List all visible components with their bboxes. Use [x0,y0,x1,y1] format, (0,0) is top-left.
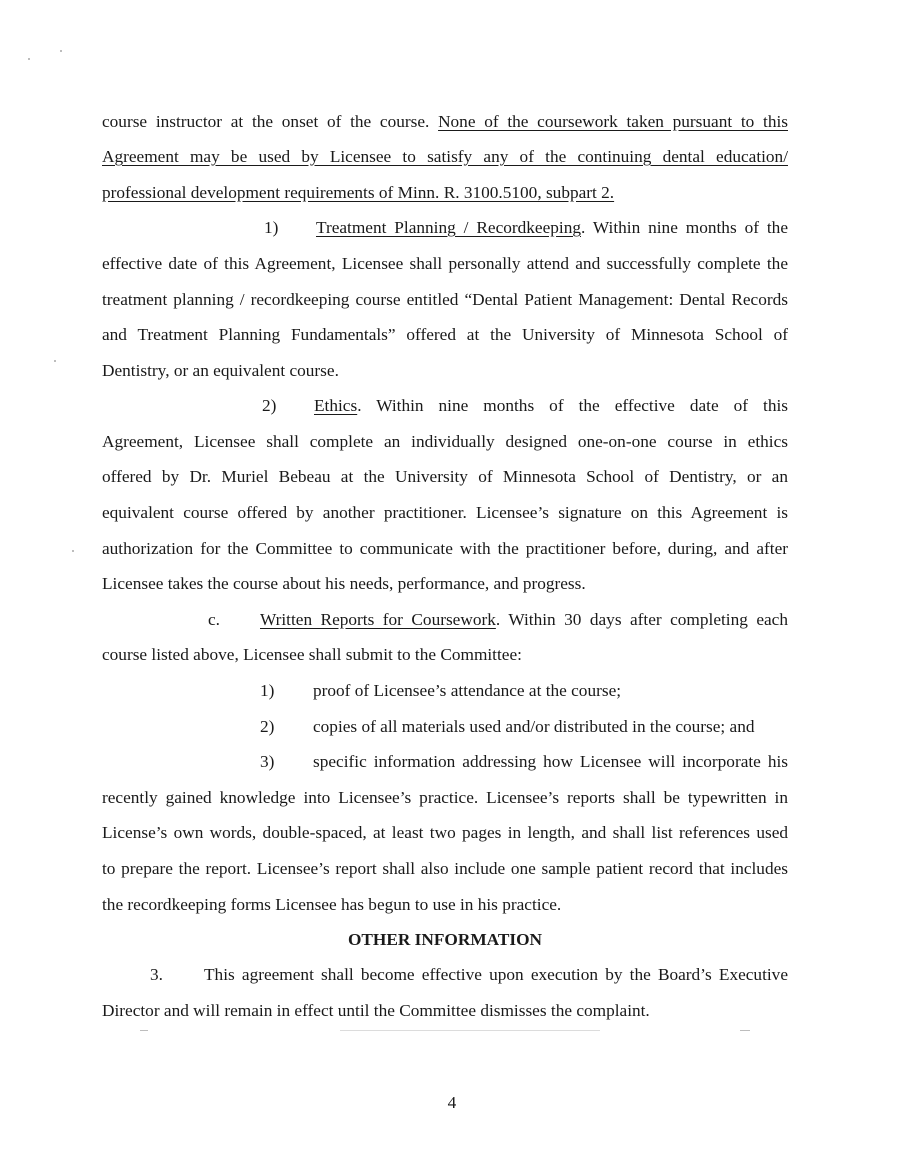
sub-item-1-text: proof of Licensee’s attendance at the course; [313,681,622,700]
sub-item-2-number: 2) [260,717,275,736]
item-2-line-6: Licensee takes the course about his needs, performance, and progress. [102,574,586,593]
scan-speck [54,360,56,362]
item-2-line-1 [314,395,788,417]
paragraph-3-line-2: Director and will remain in effect until the Committee dismisses the complaint. [102,1001,650,1020]
intro-line-3 [102,182,788,204]
paragraph-3-line-1: This agreement shall become effective upon execution by the Board’s Executive [204,965,788,984]
section-c-line-1-rest: . Within 30 days after completing each [495,610,788,629]
item-1-number: 1) [264,218,279,237]
other-information-heading: OTHER INFORMATION [347,930,543,949]
scan-speck [740,1030,750,1031]
section-c-line-1 [260,609,788,631]
item-2-line-5: authorization for the Committee to communicate with the practitioner before, during, and after [102,539,788,558]
scan-speck [72,550,74,552]
intro-line-2: Agreement may be used by Licensee to satisfy any of the continuing dental education/ [102,147,788,166]
paragraph-3-number: 3. [150,965,163,984]
sub-item-2-text: copies of all materials used and/or distributed in the course; and [313,717,755,736]
section-c-title: Written Reports for Coursework [260,610,496,629]
intro-line-3-underlined: professional development requirements of Minn. R. 3100.5100, subpart 2. [102,183,615,202]
item-1-line-5: Dentistry, or an equivalent course. [102,361,339,380]
item-2-title: Ethics [314,396,358,415]
section-c-cont-line-2: License’s own words, double-spaced, at least two pages in length, and shall list references used [102,823,788,842]
section-c-cont-line-4: the recordkeeping forms Licensee has begun to use in his practice. [102,895,562,914]
section-c-cont-line-3: to prepare the report. Licensee’s report shall also include one sample patient record that includes [102,859,788,878]
scan-speck [340,1030,600,1031]
item-2-line-3: offered by Dr. Muriel Bebeau at the University of Minnesota School of Dentistry, or an [102,467,788,486]
item-2-line-2: Agreement, Licensee shall complete an individually designed one-on-one course in ethics [102,432,788,451]
intro-line-1 [102,111,788,133]
sub-item-1-number: 1) [260,681,275,700]
item-1-title: Treatment Planning / Recordkeeping [316,218,581,237]
item-1-line-3: treatment planning / recordkeeping course entitled “Dental Patient Management: Dental Records [102,290,788,309]
item-2-line-4: equivalent course offered by another practitioner. Licensee’s signature on this Agreement is [102,503,788,522]
scan-speck [28,58,30,60]
item-1-line-1 [316,217,788,239]
item-1-line-1-rest: . Within nine months of the [580,218,788,237]
item-1-line-4: and Treatment Planning Fundamentals” offered at the University of Minnesota School of [102,325,788,344]
section-c-line-2: course listed above, Licensee shall submit to the Committee: [102,645,522,664]
intro-line-1-plain: course instructor at the onset of the course. [102,112,439,131]
item-2-line-1-rest: . Within nine months of the effective date of this [357,396,788,415]
page-number: 4 [447,1093,457,1112]
scan-speck [60,50,62,52]
section-c-cont-line-1: recently gained knowledge into Licensee’s practice. Licensee’s reports shall be typewritten in [102,788,788,807]
item-1-line-2: effective date of this Agreement, Licensee shall personally attend and successfully complete the [102,254,788,273]
intro-line-1-underlined: None of the coursework taken pursuant to this [438,112,788,131]
sub-item-3-number: 3) [260,752,275,771]
section-c-letter: c. [208,610,220,629]
sub-item-3-text: specific information addressing how Licensee will incorporate his [313,752,788,771]
scan-speck [140,1030,148,1031]
item-2-number: 2) [262,396,277,415]
